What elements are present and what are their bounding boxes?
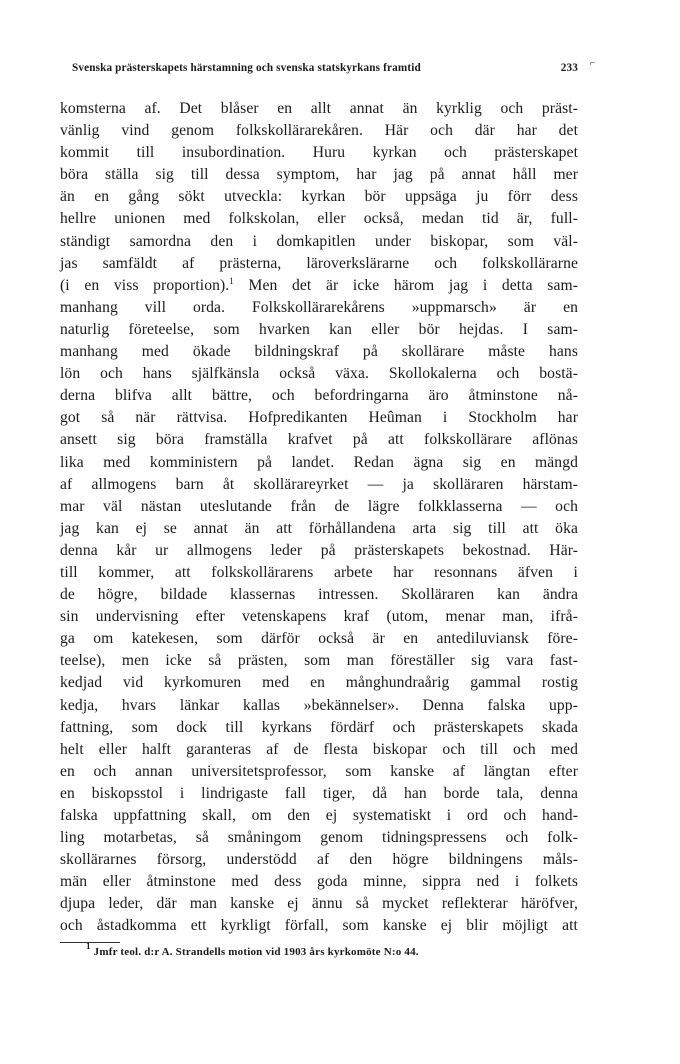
text-line: kedjad vid kyrkomuren med en månghundraårig gammal rostig	[60, 674, 578, 692]
text-line: vänlig vind genom folkskollärarekåren. Här och där har det	[60, 122, 578, 140]
text-fragment: Men det är icke härom jag i detta sam-	[248, 276, 578, 294]
text-line: de högre, bildade klassernas intressen. Skolläraren kan ändra	[60, 586, 578, 604]
text-line: lön och hans själfkänsla också växa. Skollokalerna och bostä-	[60, 365, 578, 383]
text-line: kedja, hvars länkar kallas »bekännelser». Denna falska upp-	[60, 696, 578, 714]
running-title: Svenska prästerskapets härstamning och svenska statskyrkans framtid	[72, 62, 421, 74]
text-line: jas samfäldt af prästerna, läroverkslärarne och folkskollärarne	[60, 254, 578, 272]
text-line: en biskopsstol i lindrigaste fall tiger, då han borde tala, denna	[60, 784, 578, 802]
text-line: än en gång sökt utveckla: kyrkan bör uppsäga ju förr dess	[60, 188, 578, 206]
page-number: 233	[560, 62, 578, 74]
text-line: komsterna af. Det blåser en allt annat än kyrklig och präst-	[60, 100, 578, 117]
text-line: böra ställa sig till dessa symptom, har jag på annat håll mer	[60, 166, 578, 184]
text-line: naturlig företeelse, som hvarken kan eller bör hejdas. I sam-	[60, 320, 578, 338]
text-line: sin undervisning efter vetenskapens kraf (utom, menar man, ifrå-	[60, 608, 578, 626]
text-line: ständigt samordna den i domkapitlen under biskopar, som väl-	[60, 232, 578, 250]
book-page	[60, 62, 578, 958]
text-line: lika med komministern på landet. Redan ägna sig en mängd	[60, 453, 578, 471]
body-text	[60, 98, 578, 938]
footnote-reference: 1	[229, 275, 234, 286]
text-line: djupa leder, där man kanske ej ännu så mycket reflekterar häröfver,	[60, 895, 578, 913]
text-line: denna kår ur allmogens leder på prästerskapets bekostnad. Här-	[60, 541, 578, 559]
text-line: manhang med ökade bildningskraf på skollärare måste hans	[60, 343, 578, 361]
text-line: ling motarbetas, så småningom genom tidningspressens och folk-	[60, 829, 578, 847]
text-line: skollärarnes försorg, understödd af den högre bildningens måls-	[60, 851, 578, 869]
text-line: ansett sig böra framställa krafvet på att folkskollärare aflönas	[60, 431, 578, 449]
text-line: fattning, som dock till kyrkans fördärf och prästerskapets skada	[60, 718, 578, 736]
text-line: och åstadkomma ett kyrkligt förfall, som kanske ej blir möjligt att	[60, 917, 578, 935]
text-line: falska uppfattning skall, om den ej systematiskt i ord och hand-	[60, 807, 578, 824]
footnote-marker: 1	[86, 940, 91, 951]
text-line: jag kan ej se annat än att förhållandena arta sig till att öka	[60, 519, 578, 537]
text-line: af allmogens barn åt skollärareyrket — ja skolläraren härstam-	[60, 475, 578, 493]
text-line: ga om katekesen, som därför också är en antediluviansk före-	[60, 630, 578, 648]
text-line: helt eller halft garanteras af de flesta biskopar och till och med	[60, 740, 578, 758]
text-line: teelse), men icke så prästen, som man föreställer sig vara fast-	[60, 652, 578, 670]
text-line: got så när rättvisa. Hofpredikanten Heûman i Stockholm har	[60, 409, 578, 427]
text-line: kommit till insubordination. Huru kyrkan och prästerskapet	[60, 144, 578, 162]
text-line: en och annan universitetsprofessor, som kanske af längtan efter	[60, 762, 578, 780]
text-line: manhang vill orda. Folkskollärarekårens »uppmarsch» är en	[60, 298, 578, 316]
text-line: hellre unionen med folkskolan, eller också, medan tid är, full-	[60, 210, 578, 228]
margin-mark: ⌐	[590, 58, 596, 69]
footnote-text: Jmfr teol. d:r A. Strandells motion vid 1903 års kyrkomöte N:o 44.	[93, 945, 419, 958]
text-line: till kommer, att folkskollärarens arbete har resonnans äfven i	[60, 563, 578, 581]
text-line: män eller åtminstone med dess goda minne, sippra ned i folkets	[60, 873, 578, 891]
footnote	[60, 940, 578, 958]
text-line-with-footnote	[60, 275, 578, 297]
text-line: mar väl nästan uteslutande från de lägre folkklasserna — och	[60, 497, 578, 515]
text-line: derna blifva allt bättre, och befordringarna äro åtminstone nå-	[60, 387, 578, 405]
text-fragment: (i en viss proportion).	[60, 276, 230, 294]
running-head	[60, 62, 578, 84]
